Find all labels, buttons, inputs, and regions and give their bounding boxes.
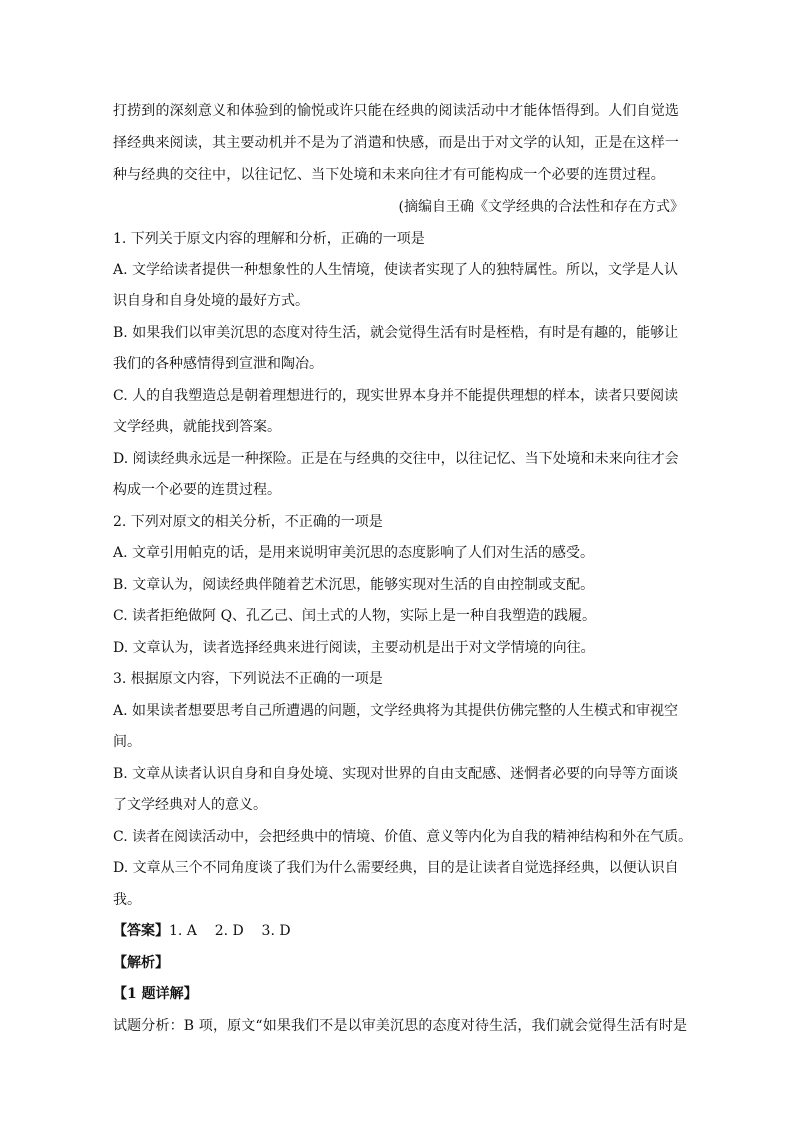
question-stem-2: 2. 下列对原文的相关分析，不正确的一项是 bbox=[113, 514, 383, 530]
question-3-option-d: D. 文章从三个不同角度谈了我们为什么需要经典，目的是让读者自觉选择经典，以便认识自 bbox=[113, 860, 679, 876]
question-1-option-a-cont: 识自身和自身处境的最好方式。 bbox=[113, 293, 309, 309]
passage-source: (摘编自王确《文学经典的合法性和存在方式》 bbox=[398, 199, 684, 215]
question-3-option-d-cont: 我。 bbox=[113, 892, 141, 908]
question-2-option-d: D. 文章认为，读者选择经典来进行阅读，主要动机是出于对文学情境的向往。 bbox=[113, 640, 595, 656]
question-1-option-b: B. 如果我们以审美沉思的态度对待生活，就会觉得生活有时是桎梏，有时是有趣的，能够让 bbox=[113, 325, 679, 341]
answer-label: 【答案】 bbox=[113, 923, 169, 939]
passage-line: 打捞到的深刻意义和体验到的愉悦或许只能在经典的阅读活动中才能体悟得到。人们自觉选 bbox=[113, 103, 679, 119]
answer-line bbox=[113, 921, 683, 941]
question-3-option-c: C. 读者在阅读活动中，会把经典中的情境、价值、意义等内化为自我的精神结构和外在气质。 bbox=[113, 829, 693, 845]
question-3-option-b-cont: 了文学经典对人的意义。 bbox=[113, 797, 267, 813]
question-1-option-d-cont: 构成一个必要的连贯过程。 bbox=[113, 482, 281, 498]
question-1-option-c: C. 人的自我塑造总是朝着理想进行的，现实世界本身并不能提供理想的样本，读者只要阅读 bbox=[113, 388, 679, 404]
question-3-option-a: A. 如果读者想要思考自己所遭遇的问题，文学经典将为其提供仿佛完整的人生模式和审视空 bbox=[113, 703, 679, 719]
question-stem-1: 1. 下列关于原文内容的理解和分析，正确的一项是 bbox=[113, 231, 425, 247]
question-stem-3: 3. 根据原文内容，下列说法不正确的一项是 bbox=[113, 671, 383, 687]
analysis-text: 试题分析：B 项，原文“如果我们不是以审美沉思的态度对待生活，我们就会觉得生活有时是 bbox=[113, 1018, 688, 1034]
question-3-option-b: B. 文章从读者认识自身和自身处境、实现对世界的自由支配感、迷惘者必要的向导等方面谈 bbox=[113, 766, 679, 782]
analysis-heading: 【解析】 bbox=[113, 955, 169, 971]
question-2-option-c: C. 读者拒绝做阿 Q、孔乙己、闰土式的人物，实际上是一种自我塑造的践履。 bbox=[113, 608, 597, 624]
question-1-option-b-cont: 我们的各种感情得到宣泄和陶冶。 bbox=[113, 356, 323, 372]
question-1-option-d: D. 阅读经典永远是一种探险。正是在与经典的交往中，以往记忆、当下处境和未来向往才会 bbox=[113, 451, 679, 467]
question-2-option-a: A. 文章引用帕克的话，是用来说明审美沉思的态度影响了人们对生活的感受。 bbox=[113, 545, 595, 561]
analysis-sub-heading: 【1 题详解】 bbox=[113, 986, 198, 1002]
answer-text: 1. A 2. D 3. D bbox=[169, 923, 291, 939]
passage-line: 择经典来阅读，其主要动机并不是为了消遣和快感，而是出于对文学的认知，正是在这样一 bbox=[113, 135, 679, 151]
question-3-option-a-cont: 间。 bbox=[113, 734, 141, 750]
question-1-option-a: A. 文学给读者提供一种想象性的人生情境，使读者实现了人的独特属性。所以，文学是人认 bbox=[113, 262, 679, 278]
question-2-option-b: B. 文章认为，阅读经典伴随着艺术沉思，能够实现对生活的自由控制或支配。 bbox=[113, 577, 595, 593]
question-1-option-c-cont: 文学经典，就能找到答案。 bbox=[113, 419, 281, 435]
passage-line: 种与经典的交往中，以往记忆、当下处境和未来向往才有可能构成一个必要的连贯过程。 bbox=[113, 167, 665, 183]
